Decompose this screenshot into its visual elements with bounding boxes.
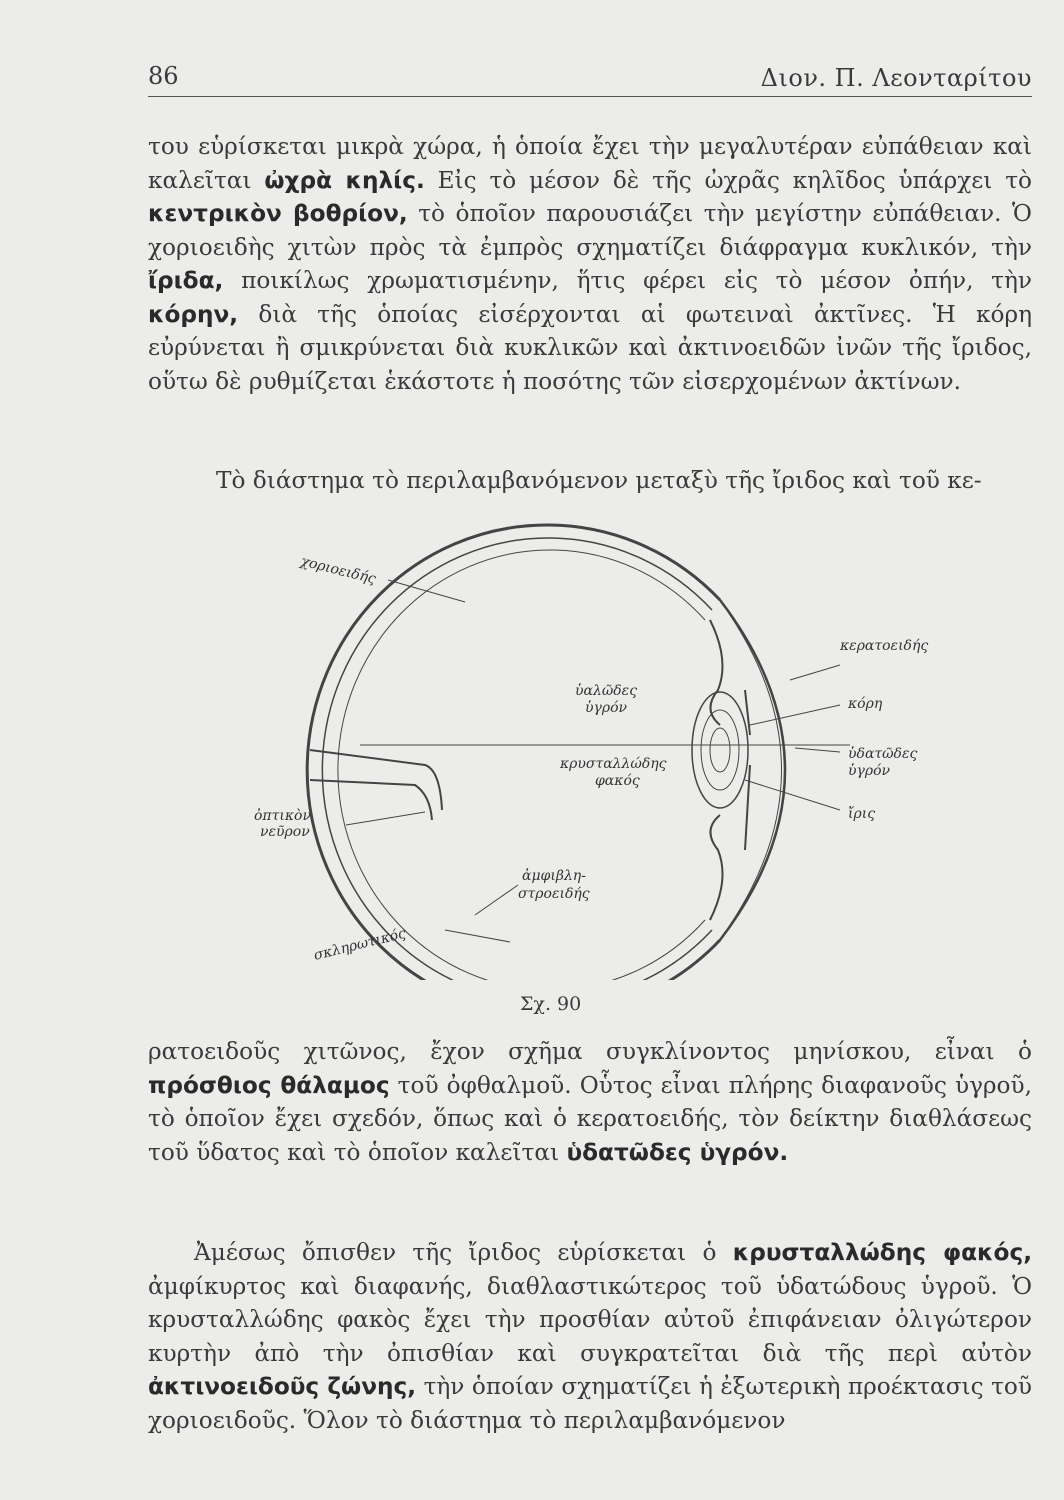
- label-vitreous-2: ὑγρόν: [585, 700, 628, 716]
- label-optic-2: νεῦρον: [260, 824, 310, 840]
- text-run: τοῦ ὀφθαλμοῦ. Οὗτος εἶναι πλήρης διαφανοῦς ὑγροῦ, τὸ ὁποῖον ἔχει σχεδόν, ὅπως καὶ ὁ κερατοειδής, τὸν δείκτην διαθλάσεως τοῦ ὕδατος καὶ τὸ ὁποῖον καλεῖται: [148, 1071, 1032, 1166]
- page-header: [148, 62, 1032, 102]
- text-run: ρατοειδοῦς χιτῶνος, ἔχον σχῆμα συγκλίνοντος μηνίσκου, εἶναι ὁ: [148, 1038, 1032, 1065]
- bold-term: ὠχρὰ κηλίς.: [264, 166, 425, 194]
- label-optic-1: ὀπτικὸν: [254, 808, 311, 824]
- page-number: 86: [148, 62, 179, 90]
- bold-term: ἴριδα,: [148, 267, 224, 294]
- eye-cross-section-figure: [250, 520, 930, 980]
- label-choroid: χοριοειδής: [299, 553, 378, 588]
- label-sclera: σκληρωτικός: [312, 925, 408, 964]
- label-lens-1: κρυσταλλώδης: [560, 756, 667, 772]
- text-run: διὰ τῆς ὁποίας εἰσέρχονται αἱ φωτειναὶ ἀκτῖνες. Ἡ κόρη εὐρύνεται ἢ σμικρύνεται διὰ κυκλικῶν καὶ ἀκτινοειδῶν ἰνῶν τῆς ἴριδος, οὕτω δὲ ρυθμίζεται ἑκάστοτε ἡ ποσότης τῶν εἰσερχομένων ἀκτίνων.: [148, 300, 1032, 395]
- label-retina-2: στροειδής: [518, 886, 590, 902]
- eye-diagram: [250, 520, 930, 980]
- bold-term: πρόσθιος θάλαμος: [148, 1071, 390, 1099]
- text-run: Εἰς τὸ μέσον δὲ τῆς ὠχρᾶς κηλῖδος ὑπάρχει τὸ: [424, 166, 1032, 194]
- label-vitreous-1: ὑαλῶδες: [575, 683, 638, 699]
- label-iris: ἴρις: [848, 806, 876, 822]
- text-run: Ἀμέσως ὄπισθεν τῆς ἴριδος εὑρίσκεται ὁ: [194, 1239, 733, 1266]
- running-head: Διον. Π. Λεονταρίτου: [760, 64, 1032, 92]
- bold-term: κόρην,: [148, 300, 239, 328]
- label-lens-2: φακός: [595, 773, 640, 789]
- bold-term: ὑδατῶδες ὑγρόν.: [566, 1138, 789, 1166]
- figure-caption: Σχ. 90: [520, 993, 582, 1015]
- text-run: ἀμφίκυρτος καὶ διαφανής, διαθλαστικώτερος τοῦ ὑδατώδους ὑγροῦ. Ὁ κρυσταλλώδης φακὸς ἔχει τὴν προσθίαν αὐτοῦ ἐπιφάνειαν ὀλιγώτερον κυρτὴν ἀπὸ τὴν ὀπισθίαν καὶ συγκρατεῖται διὰ τῆς περὶ αὐτὸν: [148, 1272, 1032, 1367]
- header-rule: [148, 96, 1032, 97]
- text-run: ποικίλως χρωματισμένην, ἥτις φέρει εἰς τὸ μέσον ὀπήν, τὴν: [223, 267, 1032, 294]
- text-run: του εὑρίσκεται μικρὰ χώρα, ἡ ὁποία ἔχει τὴν μεγαλυτέραν εὐπάθειαν καὶ καλεῖται: [148, 133, 1032, 194]
- paragraph-3: [148, 1035, 1032, 1169]
- label-pupil: κόρη: [848, 696, 883, 712]
- paragraph-4: [148, 1236, 1032, 1437]
- label-aqueous-1: ὑδατῶδες: [848, 746, 918, 762]
- bold-term: κρυσταλλώδης φακός,: [732, 1239, 1033, 1266]
- bold-term: ἀκτινοειδοῦς ζώνης,: [148, 1373, 417, 1400]
- label-aqueous-2: ὑγρόν: [848, 763, 891, 779]
- label-retina-1: ἀμφιβλη-: [522, 868, 586, 884]
- text-run: Τὸ διάστημα τὸ περιλαμβανόμενον μεταξὺ τῆς ἴριδος καὶ τοῦ κε-: [216, 467, 982, 494]
- label-cornea: κερατοειδής: [840, 638, 929, 654]
- paragraph-1: [148, 130, 1032, 398]
- bold-term: κεντρικὸν βοθρίον,: [148, 200, 408, 227]
- text-run: τὸ ὁποῖον παρουσιάζει τὴν μεγίστην εὐπάθειαν. Ὁ χοριοειδὴς χιτὼν πρὸς τὰ ἐμπρὸς σχηματίζει διάφραγμα κυκλικόν, τὴν: [148, 200, 1032, 261]
- text-run: τὴν ὁποίαν σχηματίζει ἡ ἐξωτερικὴ προέκτασις τοῦ χοριοειδοῦς. Ὅλον τὸ διάστημα τὸ περιλαμβανόμενον: [148, 1373, 1032, 1434]
- paragraph-2: [148, 464, 1032, 498]
